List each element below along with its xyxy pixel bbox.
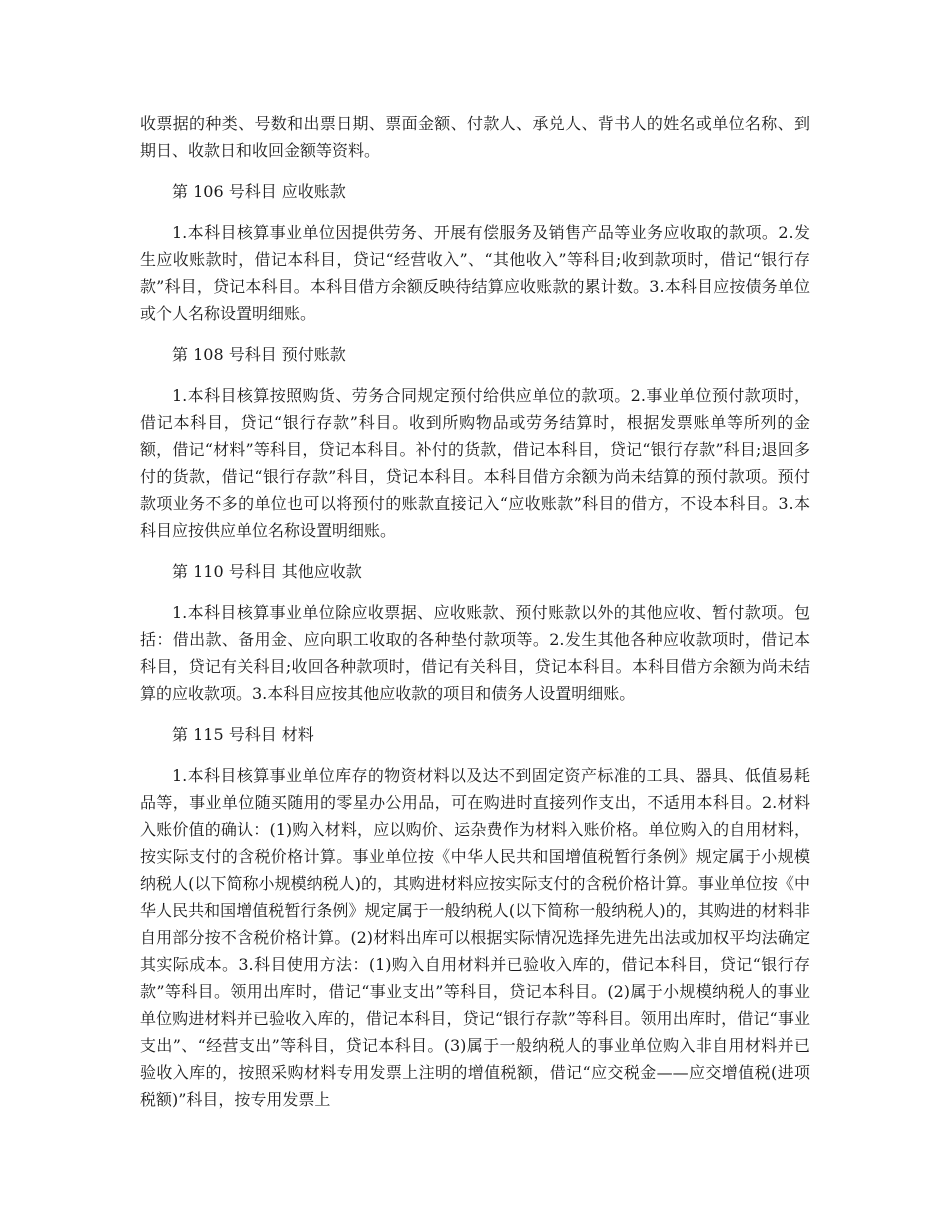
heading-account-106: 第 106 号科目 应收账款 [172,182,346,201]
heading-account-110: 第 110 号科目 其他应收款 [172,562,362,581]
document-page [140,110,810,1113]
paragraph-intro: 收票据的种类、号数和出票日期、票面金额、付款人、承兑人、背书人的姓名或单位名称、到期日、收款日和收回金额等资料。 [140,114,810,160]
paragraph-account-108: 1.本科目核算按照购货、劳务合同规定预付给供应单位的款项。2.事业单位预付款项时，借记本科目，贷记“银行存款”科目。收到所购物品或劳务结算时，根据发票账单等所列的金额，借记“材料”等科目，贷记本科目。补付的货款，借记本科目，贷记“银行存款”科目;退回多付的货款，借记“银行存款”科目，贷记本科目。本科目借方余额为尚未结算的预付款项。预付款项业务不多的单位也可以将预付的账款直接记入“应收账款”科目的借方，不设本科目。3.本科目应按供应单位名称设置明细账。 [140,386,810,540]
paragraph-account-106: 1.本科目核算事业单位因提供劳务、开展有偿服务及销售产品等业务应收取的款项。2.发生应收账款时，借记本科目，贷记“经营收入”、“其他收入”等科目;收到款项时，借记“银行存款”科目，贷记本科目。本科目借方余额反映待结算应收账款的累计数。3.本科目应按债务单位或个人名称设置明细账。 [140,223,810,323]
paragraph-account-115: 1.本科目核算事业单位库存的物资材料以及达不到固定资产标准的工具、器具、低值易耗品等，事业单位随买随用的零星办公用品，可在购进时直接列作支出，不适用本科目。2.材料入账价值的确认：(1)购入材料，应以购价、运杂费作为材料入账价格。单位购入的自用材料，按实际支付的含税价格计算。事业单位按《中华人民共和国增值税暂行条例》规定属于小规模纳税人(以下简称小规模纳税人)的，其购进材料应按实际支付的含税价格计算。事业单位按《中华人民共和国增值税暂行条例》规定属于一般纳税人(以下简称一般纳税人)的，其购进的材料非自用部分按不含税价格计算。(2)材料出库可以根据实际情况选择先进先出法或加权平均法确定其实际成本。3.科目使用方法：(1)购入自用材料并已验收入库的，借记本科目，贷记“银行存款”等科目。领用出库时，借记“事业支出”等科目，贷记本科目。(2)属于小规模纳税人的事业单位购进材料并已验收入库的，借记本科目，贷记“银行存款”等科目。领用出库时，借记“事业支出”、“经营支出”等科目，贷记本科目。(3)属于一般纳税人的事业单位购入非自用材料并已验收入库的，按照采购材料专用发票上注明的增值税额，借记“应交税金——应交增值税(进项税额)”科目，按专用发票上 [140,766,810,1109]
heading-account-115: 第 115 号科目 材料 [172,725,314,744]
heading-account-108: 第 108 号科目 预付账款 [172,345,346,364]
paragraph-account-110: 1.本科目核算事业单位除应收票据、应收账款、预付账款以外的其他应收、暂付款项。包括：借出款、备用金、应向职工收取的各种垫付款项等。2.发生其他各种应收款项时，借记本科目，贷记有关科目;收回各种款项时，借记有关科目，贷记本科目。本科目借方余额为尚未结算的应收款项。3.本科目应按其他应收款的项目和债务人设置明细账。 [140,603,810,703]
